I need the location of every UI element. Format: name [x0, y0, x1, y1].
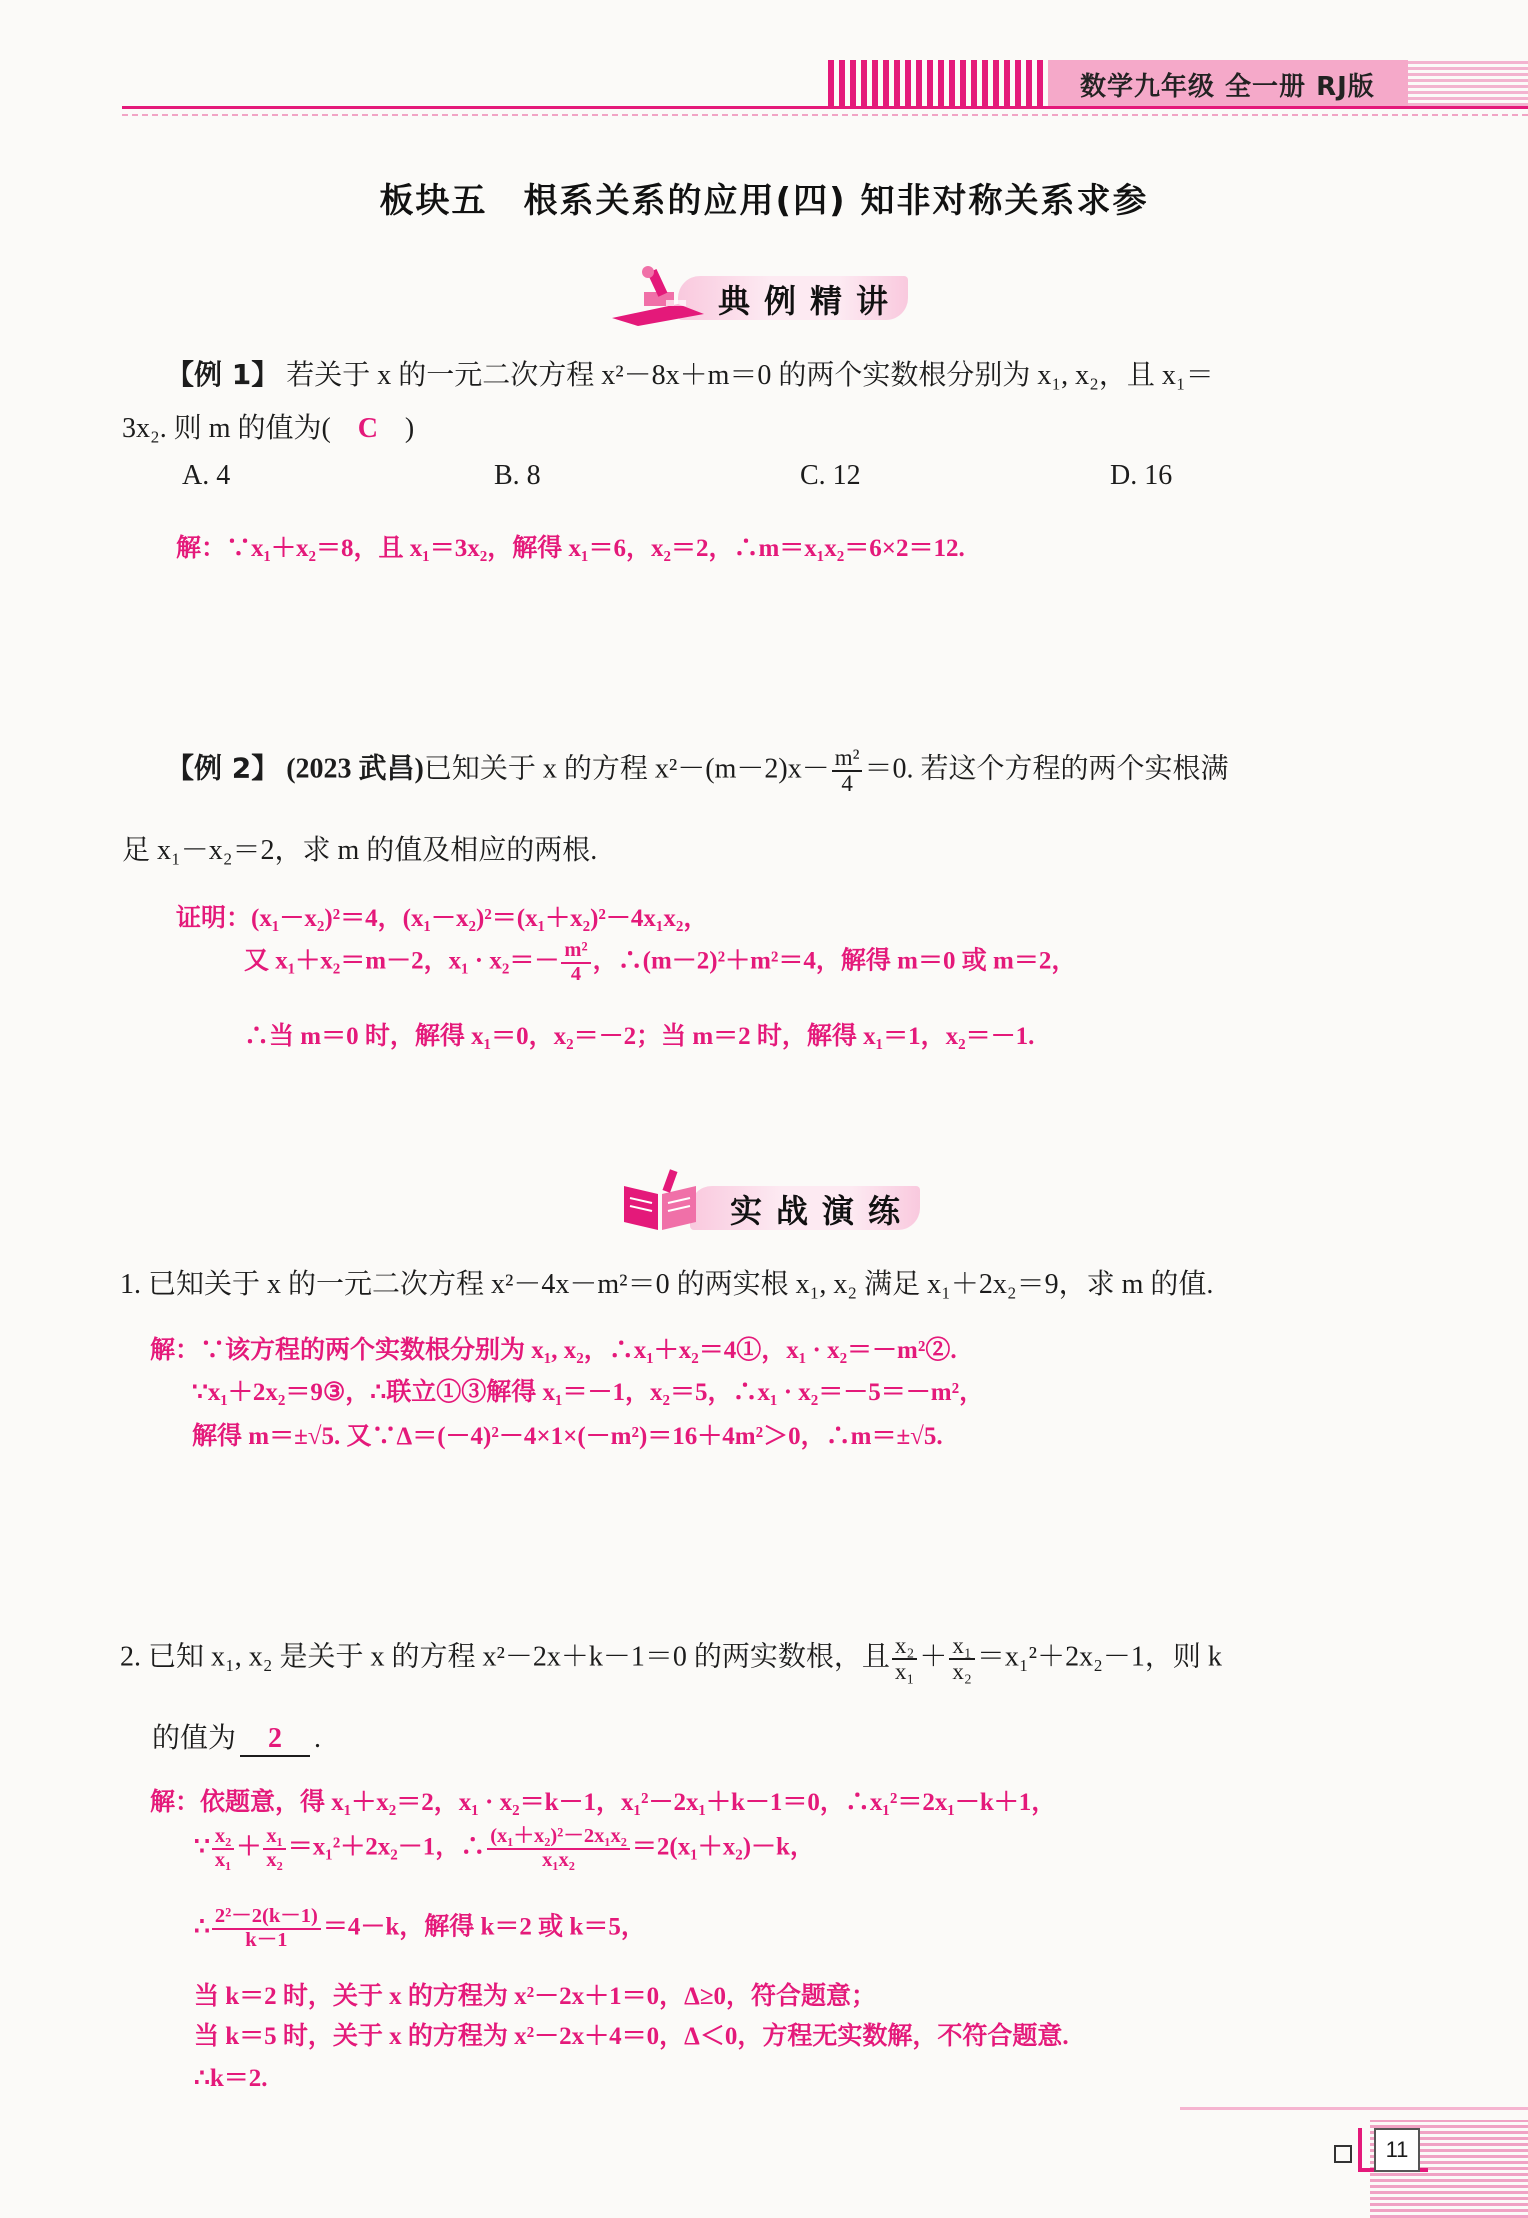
ex1-solution: 解：∵x₁＋x₂＝8，且 x₁＝3x₂，解得 x₁＝6，x₂＝2，∴m＝x₁x₂＝6×2＝12.	[176, 535, 965, 562]
microscope-icon	[608, 262, 708, 328]
ex2-solution-3: ∴当 m＝0 时，解得 x₁＝0，x₂＝－2；当 m＝2 时，解得 x₁＝1，x₂＝－1.	[244, 1023, 1035, 1050]
p2-line1	[120, 1634, 1222, 1684]
ex2-solution-fraction-den: 4	[570, 962, 582, 985]
p2-solution-fraction-4-num: 2²－2(k－1)	[212, 1906, 321, 1930]
page-number: 11	[1374, 2128, 1420, 2172]
ex2-line1	[166, 746, 1228, 796]
p2-fraction-2	[949, 1634, 974, 1684]
p2-solution-fraction-2-den: x₂	[266, 1848, 283, 1871]
p2-solution-2-lead: ∵	[194, 1833, 210, 1861]
p2-plus: ＋	[919, 1641, 948, 1673]
header-dashed-rule	[122, 114, 1528, 116]
ex1-question-1: 若关于 x 的一元二次方程 x²－8x＋m＝0 的两个实数根分别为 x₁, x₂，且 x₁＝	[286, 360, 1214, 391]
p2-question-2b: .	[314, 1723, 322, 1754]
p2-question-1a: 2. 已知 x₁, x₂ 是关于 x 的方程 x²－2x＋k－1＝0 的两实数根，且	[120, 1641, 890, 1673]
footer-square-icon	[1334, 2145, 1352, 2163]
p2-solution-2-plus: ＋	[236, 1833, 262, 1861]
ex2-question-1a: 已知关于 x 的方程 x²－(m－2)x－	[423, 753, 830, 785]
p2-solution-fraction-1-den: x₁	[214, 1848, 232, 1871]
footer-corner-mark-vertical	[1358, 2128, 1362, 2172]
banner-examples	[608, 268, 938, 324]
ex1-question-2: 3x₂. 则 m 的值为(	[122, 413, 331, 444]
p2-solution-3-lead: ∴	[194, 1913, 210, 1941]
p1-solution-2: ∵x₁＋2x₂＝9③，∴联立①③解得 x₁＝－1，x₂＝5，∴x₁ · x₂＝－5＝－m²，	[192, 1379, 985, 1406]
footer-rule	[1180, 2107, 1528, 2110]
p2-solution-2	[194, 1826, 815, 1871]
p2-solution-fraction-2	[263, 1826, 285, 1871]
ex1-option-d: D. 16	[1110, 460, 1173, 491]
p2-question-2a: 的值为	[152, 1723, 237, 1754]
ex2-solution-2	[244, 940, 1076, 985]
ex2-fraction	[832, 746, 863, 796]
p2-solution-fraction-3	[487, 1826, 630, 1871]
p2-solution-2-end: ＝2(x₁＋x₂)－k，	[631, 1833, 815, 1861]
ex2-question-1b: ＝0. 若这个方程的两个实根满	[864, 753, 1229, 785]
p2-solution-3	[194, 1906, 646, 1951]
header-rule	[122, 106, 1528, 109]
ex1-close-paren: )	[404, 413, 415, 444]
ex1-tag: 【例 1】	[166, 358, 280, 391]
section-title: 板块五 根系关系的应用(四) 知非对称关系求参	[379, 181, 1149, 221]
ex1-option-c: C. 12	[800, 460, 861, 491]
ex2-source: (2023 武昌)	[286, 753, 424, 785]
p2-fraction-1	[892, 1634, 917, 1684]
ex2-solution-fraction-num: m²	[561, 940, 590, 964]
banner-label: 典例精讲	[718, 282, 903, 320]
p2-solution-1: 解：依题意，得 x₁＋x₂＝2，x₁ · x₂＝k－1，x₁²－2x₁＋k－1＝0，∴x₁²＝2x₁－k＋1，	[150, 1789, 1057, 1816]
header-title: 数学九年级 全一册 RJ版	[1080, 72, 1375, 102]
ex2-solution-fraction	[561, 940, 590, 985]
p1-solution-1: 解：∵该方程的两个实数根分别为 x₁, x₂，∴x₁＋x₂＝4①，x₁ · x₂＝－m²②.	[150, 1337, 957, 1364]
p2-fraction-2-num: x₁	[949, 1634, 974, 1660]
p2-solution-fraction-1	[212, 1826, 234, 1871]
ex2-tag: 【例 2】	[166, 751, 280, 785]
ex2-question-2: 足 x₁－x₂＝2，求 m 的值及相应的两根.	[122, 835, 598, 866]
p2-solution-4: 当 k＝2 时，关于 x 的方程为 x²－2x＋1＝0，Δ≥0，符合题意；	[194, 1983, 877, 2010]
p2-solution-fraction-3-den: x₁x₂	[542, 1848, 575, 1871]
p2-solution-fraction-4	[212, 1906, 321, 1951]
ex2-solution-2b: ，∴(m－2)²＋m²＝4，解得 m＝0 或 m＝2，	[592, 947, 1077, 975]
ex2-fraction-den: 4	[841, 771, 853, 797]
p1-solution-3: 解得 m＝±√5. 又∵Δ＝(－4)²－4×1×(－m²)＝16＋4m²＞0，∴m＝±√5.	[192, 1423, 943, 1450]
ex1-answer: C	[357, 413, 378, 444]
ex2-solution-2a: 又 x₁＋x₂＝m－2，x₁ · x₂＝－	[244, 947, 560, 975]
ex1-option-b: B. 8	[494, 460, 541, 491]
p2-fraction-1-num: x₂	[892, 1634, 917, 1660]
p2-solution-fraction-3-num: (x₁＋x₂)²－2x₁x₂	[487, 1826, 630, 1850]
banner-practice	[620, 1178, 940, 1234]
ex2-solution-1: 证明：(x₁－x₂)²＝4，(x₁－x₂)²＝(x₁＋x₂)²－4x₁x₂，	[176, 905, 709, 932]
p2-fraction-1-den: x₁	[894, 1659, 915, 1685]
p2-fraction-2-den: x₂	[952, 1659, 972, 1685]
p2-solution-3-end: ＝4－k，解得 k＝2 或 k＝5，	[322, 1913, 646, 1941]
ex1-option-a: A. 4	[182, 460, 231, 491]
header-tail	[1408, 60, 1528, 106]
p2-solution-2-mid: ＝x₁²＋2x₂－1，∴	[287, 1833, 486, 1861]
p2-solution-fraction-1-num: x₂	[212, 1826, 234, 1850]
p2-question-1b: ＝x₁²＋2x₂－1，则 k	[976, 1641, 1222, 1673]
p2-answer: 2	[240, 1723, 310, 1757]
p2-solution-fraction-2-num: x₁	[263, 1826, 285, 1850]
p2-line2	[152, 1716, 321, 1757]
header-stripes	[828, 60, 1048, 106]
p2-solution-6: ∴k＝2.	[194, 2065, 268, 2092]
ex1-line1	[166, 353, 1214, 393]
p1-question: 1. 已知关于 x 的一元二次方程 x²－4x－m²＝0 的两实根 x₁, x₂ 满足 x₁＋2x₂＝9，求 m 的值.	[120, 1269, 1214, 1300]
p2-solution-fraction-4-den: k－1	[245, 1928, 288, 1951]
ex2-fraction-num: m²	[832, 746, 863, 772]
banner-label: 实战演练	[730, 1192, 915, 1230]
ex1-line2	[122, 406, 414, 446]
book-icon	[620, 1168, 700, 1234]
p2-solution-5: 当 k＝5 时，关于 x 的方程为 x²－2x＋4＝0，Δ＜0，方程无实数解，不符合题意.	[194, 2023, 1069, 2050]
